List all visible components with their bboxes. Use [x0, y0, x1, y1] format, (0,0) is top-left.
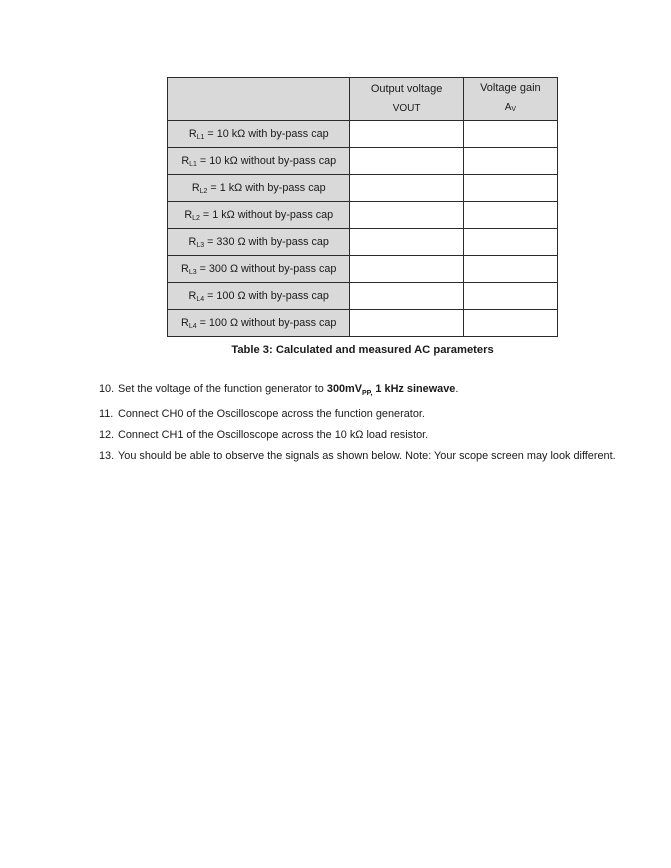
- table-row: [168, 310, 558, 337]
- output-voltage-cell[interactable]: [350, 229, 463, 256]
- header-output-voltage-symbol: VOUT: [392, 103, 421, 114]
- output-voltage-cell[interactable]: [350, 175, 463, 202]
- voltage-gain-cell[interactable]: [463, 310, 557, 337]
- header-voltage-gain: [463, 78, 557, 121]
- table-row: [168, 121, 558, 148]
- row-label: $R_{L1} = 10$ kΩ with by-pass cap: [168, 121, 350, 148]
- voltage-gain-cell[interactable]: [463, 148, 557, 175]
- voltage-gain-cell[interactable]: [463, 256, 557, 283]
- step-text: Set the voltage of the function generator to $300mV_{PP,}$ 1 kHz sinewave.: [118, 383, 459, 398]
- step-text: Connect CH0 of the Oscilloscope across the function generator.: [118, 408, 425, 421]
- step-number: 13.: [99, 450, 115, 463]
- voltage-gain-cell[interactable]: [463, 202, 557, 229]
- list-item: [99, 407, 619, 422]
- table-header-row: [168, 78, 558, 121]
- row-label: $R_{L2} = 1$ kΩ without by-pass cap: [168, 202, 350, 229]
- output-voltage-cell[interactable]: [350, 310, 463, 337]
- header-output-voltage-label: Output voltage: [370, 83, 443, 95]
- voltage-gain-cell[interactable]: [463, 283, 557, 310]
- table-caption: Table 3: Calculated and measured AC parameters: [231, 344, 494, 356]
- header-voltage-gain-symbol: $A_V$: [504, 102, 517, 113]
- row-label: $R_{L4} = 100$ Ω with by-pass cap: [168, 283, 350, 310]
- instruction-list: [99, 382, 619, 470]
- step-number: 10.: [99, 383, 115, 395]
- table-row: [168, 175, 558, 202]
- output-voltage-cell[interactable]: [350, 121, 463, 148]
- header-empty-cell: [168, 78, 350, 121]
- table-row: [168, 148, 558, 175]
- row-label: $R_{L1} = 10$ kΩ without by-pass cap: [168, 148, 350, 175]
- voltage-gain-cell[interactable]: [463, 229, 557, 256]
- row-label: $R_{L2} = 1$ kΩ with by-pass cap: [168, 175, 350, 202]
- voltage-gain-cell[interactable]: [463, 175, 557, 202]
- voltage-gain-cell[interactable]: [463, 121, 557, 148]
- list-item: [99, 449, 619, 464]
- output-voltage-cell[interactable]: [350, 148, 463, 175]
- step-number: 11.: [99, 408, 114, 421]
- output-voltage-cell[interactable]: [350, 283, 463, 310]
- table-row: [168, 283, 558, 310]
- header-voltage-gain-label: Voltage gain: [480, 82, 541, 94]
- table-row: [168, 229, 558, 256]
- step-text: Connect CH1 of the Oscilloscope across the 10 kΩ load resistor.: [118, 429, 429, 442]
- list-item: [99, 382, 619, 401]
- row-label: $R_{L3} = 330$ Ω with by-pass cap: [168, 229, 350, 256]
- row-label: $R_{L3} = 300$ Ω without by-pass cap: [168, 256, 350, 283]
- table-row: [168, 202, 558, 229]
- output-voltage-cell[interactable]: [350, 202, 463, 229]
- parameters-table: [167, 77, 558, 337]
- step-number: 12.: [99, 429, 115, 442]
- table-row: [168, 256, 558, 283]
- output-voltage-cell[interactable]: [350, 256, 463, 283]
- step-text: You should be able to observe the signals as shown below. Note: Your scope screen may look different.: [118, 450, 616, 463]
- row-label: $R_{L4} = 100$ Ω without by-pass cap: [168, 310, 350, 337]
- header-output-voltage: [350, 78, 463, 121]
- list-item: [99, 428, 619, 443]
